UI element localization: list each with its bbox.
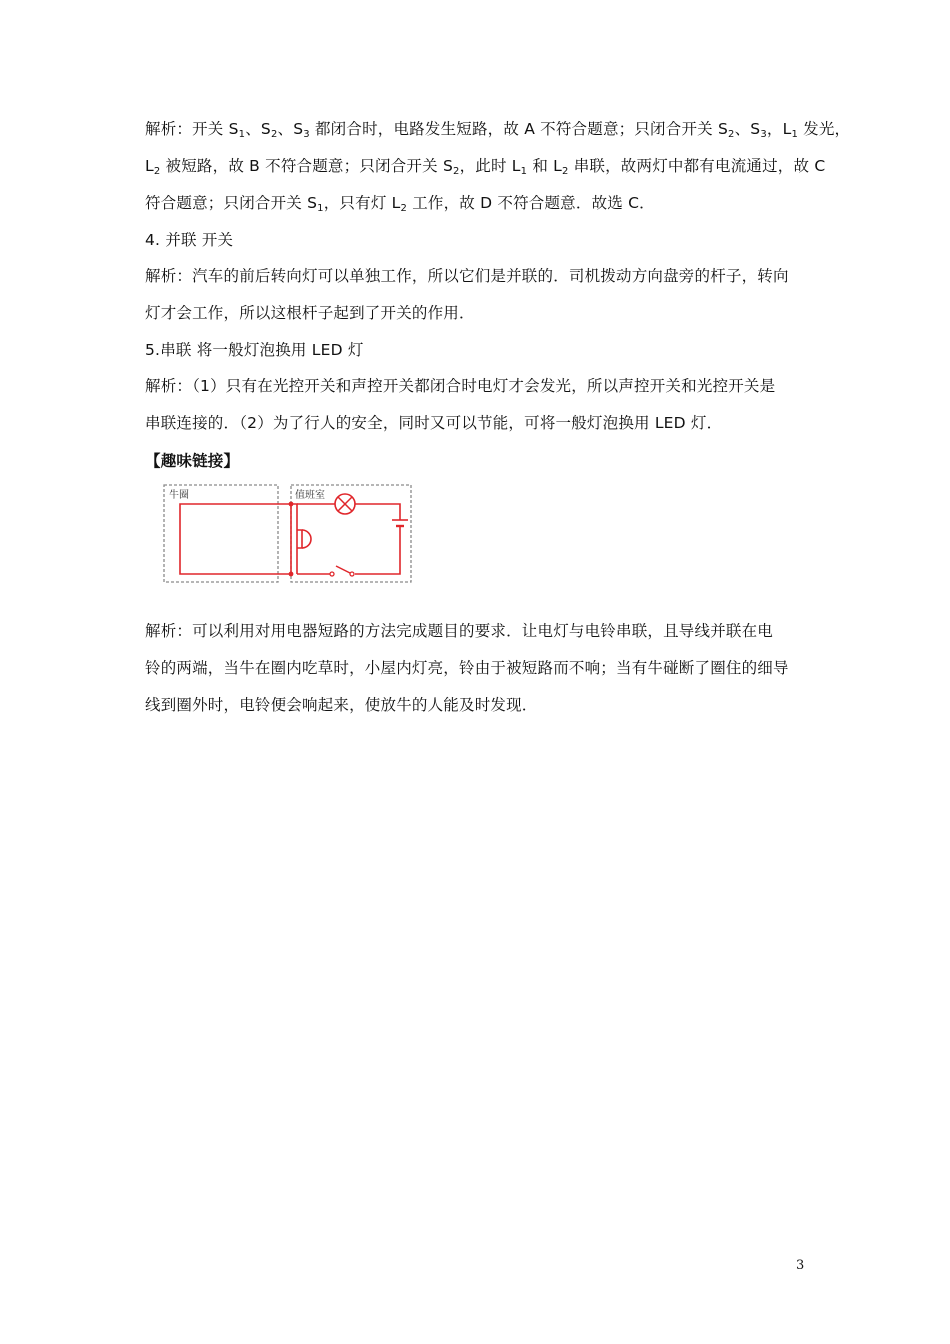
lamp-icon: [335, 494, 355, 514]
section4-explanation-line2: 灯才会工作，所以这根杆子起到了开关的作用．: [145, 304, 475, 322]
section4-answer: 4. 并联 开关: [145, 231, 234, 249]
section5-explanation-line1: 解析：（1）只有在光控开关和声控开关都闭合时电灯才会发光，所以声控开关和光控开关是: [145, 377, 776, 395]
section5-explanation-line2: 串联连接的．（2）为了行人的安全，同时又可以节能，可将一般灯泡换用 LED 灯．: [145, 414, 723, 432]
bell-icon: [297, 530, 311, 548]
section3-line1: 解析：开关 $S_1$、$S_2$、$S_3$ 都闭合时，电路发生短路，故 A 不符合题意；只闭合开关 $S_2$、$S_3$，$L_1$ 发光，: [145, 120, 851, 140]
junction-dot-top: [289, 502, 294, 507]
duty-room-label: 值班室: [295, 490, 325, 501]
fun-link-explanation-line3: 线到圈外时，电铃便会响起来，使放牛的人能及时发现．: [145, 696, 538, 714]
cow-pen-label: 牛圈: [169, 490, 189, 501]
fun-link-heading: 【趣味链接】: [145, 452, 240, 470]
fun-link-explanation-line2: 铃的两端，当牛在圈内吃草时，小屋内灯亮，铃由于被短路而不响；当有牛碰断了圈住的细导: [145, 659, 789, 677]
junction-dot-bottom: [289, 572, 294, 577]
section5-answer: 5.串联 将一般灯泡换用 LED 灯: [145, 341, 364, 359]
switch-icon: [330, 566, 354, 576]
page-number: 3: [796, 1258, 805, 1273]
bell-branch-wire: [291, 504, 297, 574]
circuit-diagram: [160, 482, 414, 584]
section4-explanation-line1: 解析：汽车的前后转向灯可以单独工作，所以它们是并联的．司机拨动方向盘旁的杆子，转向: [145, 267, 789, 285]
fun-link-explanation-line1: 解析：可以利用对用电器短路的方法完成题目的要求．让电灯与电铃串联，且导线并联在电: [145, 622, 774, 640]
battery-icon: [392, 520, 408, 526]
section3-line3: 符合题意；只闭合开关 $S_1$，只有灯 $L_2$ 工作，故 D 不符合题意．故选 C．: [145, 194, 655, 214]
section3-line2: $L_2$ 被短路，故 B 不符合题意；只闭合开关 $S_2$，此时 $L_1$ 和 $L_2$ 串联，故两灯中都有电流通过，故 C: [145, 157, 826, 177]
fence-wire: [180, 504, 291, 574]
